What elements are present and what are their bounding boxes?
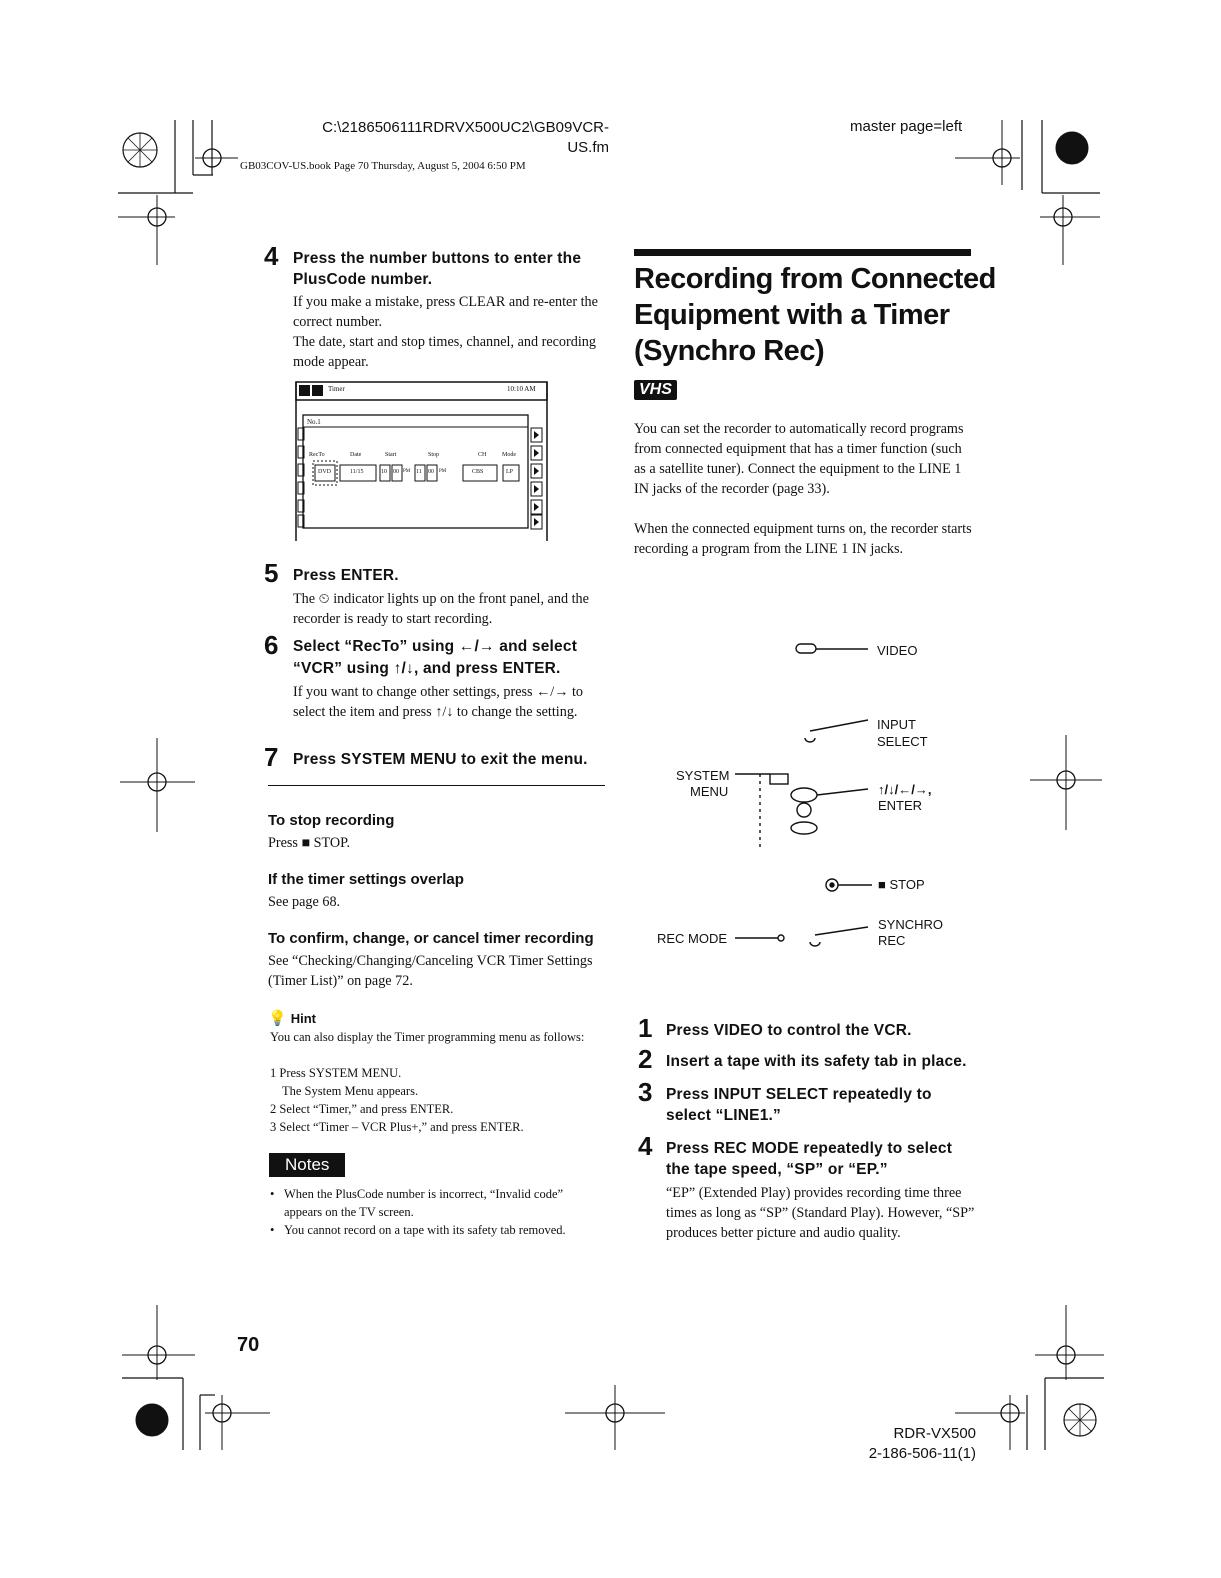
label-arrows: ↑/↓/←/→,	[878, 782, 932, 797]
osd-val-pm2: PM	[439, 469, 447, 474]
osd-number: No.1	[307, 418, 321, 426]
model-number: RDR-VX500	[893, 1425, 976, 1442]
overlap-body: See page 68.	[268, 894, 341, 910]
osd-col-start: Start	[385, 452, 397, 458]
section-title-line3: (Synchro Rec)	[634, 335, 825, 367]
step7-title: Press SYSTEM MENU to exit the menu.	[293, 751, 588, 768]
note-2-text: You cannot record on a tape with its safety tab removed.	[284, 1223, 566, 1237]
master-page: master page=left	[850, 118, 963, 135]
overlap-title: If the timer settings overlap	[268, 871, 464, 888]
label-enter: ENTER	[878, 798, 923, 813]
hint-title: Hint	[290, 1011, 316, 1026]
osd-col-date: Date	[350, 452, 362, 458]
step6-body: If you want to change other settings, press ←/→ to select the item and press ↑/↓ to change the setting.	[293, 684, 583, 720]
osd-col-stop: Stop	[428, 452, 440, 458]
timer-osd-screen	[295, 381, 548, 541]
rstep4-title: Press REC MODE repeatedly to select the tape speed, “SP” or “EP.”	[666, 1140, 953, 1178]
hint-step3: 3 Select “Timer – VCR Plus+,” and press ENTER.	[270, 1120, 524, 1134]
notes-label: Notes	[269, 1153, 345, 1177]
note-1-text: When the PlusCode number is incorrect, “Invalid code” appears on the TV screen.	[284, 1187, 564, 1219]
label-recmode: REC MODE	[657, 931, 728, 946]
osd-col-mode: Mode	[502, 452, 516, 458]
file-path-line2: US.fm	[567, 139, 609, 156]
hint-block	[268, 1009, 316, 1029]
osd-val-stop-h: 11	[416, 469, 422, 475]
step5-number: 5	[264, 558, 279, 588]
label-synchro-2: REC	[878, 933, 906, 948]
step4-body1: If you make a mistake, press CLEAR and re-enter the correct number.	[293, 294, 598, 330]
step5-title: Press ENTER.	[293, 567, 399, 584]
rstep1-title: Press VIDEO to control the VCR.	[666, 1022, 912, 1039]
step6-title-line2: “VCR” using ↑/↓, and press ENTER.	[293, 660, 561, 677]
osd-val-mode: LP	[506, 469, 514, 475]
vhs-badge: VHS	[634, 380, 677, 400]
hint-step1b: The System Menu appears.	[282, 1084, 419, 1098]
step5-body: The ⏲ indicator lights up on the front panel, and the recorder is ready to start recording.	[293, 591, 589, 627]
osd-val-date: 11/15	[350, 469, 364, 475]
section-title-line2: Equipment with a Timer	[634, 299, 950, 331]
label-system-2: MENU	[690, 784, 729, 799]
label-input-2: SELECT	[877, 734, 928, 749]
note-1: • When the PlusCode number is incorrect, “Invalid code” appears on the TV screen.	[270, 1185, 600, 1221]
label-stop: ■ STOP	[878, 877, 925, 892]
rstep3-title: Press INPUT SELECT repeatedly to select “LINE1.”	[666, 1086, 932, 1124]
osd-clock: 10:10 AM	[507, 385, 536, 393]
osd-val-start-m: 00	[393, 469, 399, 475]
page-number: 70	[237, 1334, 260, 1356]
osd-val-pm1: PM	[403, 469, 411, 474]
hint-step2: 2 Select “Timer,” and press ENTER.	[270, 1102, 454, 1116]
osd-timer-label: Timer	[328, 385, 345, 393]
label-synchro-1: SYNCHRO	[878, 917, 944, 932]
note-2: • You cannot record on a tape with its safety tab removed.	[270, 1221, 600, 1239]
osd-val-stop-m: 00	[428, 469, 434, 475]
stop-body: Press ■ STOP.	[268, 835, 351, 851]
osd-val-start-h: 10	[381, 469, 387, 475]
rstep3-number: 3	[638, 1077, 653, 1107]
intro-paragraph: You can set the recorder to automatically record programs from connected equipment that has a timer function (such as a satellite tuner). Connect the equipment to the LINE 1 IN jacks of the recorder (page 33).	[634, 421, 964, 497]
osd-col-ch: CH	[478, 452, 487, 458]
part-code: 2-186-506-11(1)	[868, 1445, 976, 1462]
file-path	[299, 118, 609, 158]
hint-intro: You can also display the Timer programming menu as follows:	[270, 1030, 585, 1044]
book-info: GB03COV-US.book Page 70 Thursday, August 5, 2004 6:50 PM	[240, 160, 526, 172]
label-input-1: INPUT	[877, 717, 916, 732]
file-path-line1: C:\2186506111RDRVX500UC2\GB09VCR-	[322, 119, 609, 136]
step6-number: 6	[264, 630, 279, 660]
osd-col-recto: RecTo	[309, 452, 325, 458]
step4-number: 4	[264, 241, 279, 271]
step4-body2: The date, start and stop times, channel, and recording mode appear.	[293, 334, 596, 370]
section-divider	[268, 785, 605, 786]
rstep4-number: 4	[638, 1131, 653, 1161]
step4-title: Press the number buttons to enter the PlusCode number.	[293, 250, 582, 288]
step6-title-line1: Select “RecTo” using ←/→ and select	[293, 638, 578, 655]
rstep4-body: “EP” (Extended Play) provides recording time three times as long as “SP” (Standard Play). However, “SP” produces better picture and audio quality.	[666, 1185, 975, 1241]
section-title-line1: Recording from Connected	[634, 263, 996, 295]
rstep2-title: Insert a tape with its safety tab in place.	[666, 1053, 967, 1070]
step7-number: 7	[264, 742, 279, 772]
confirm-body: See “Checking/Changing/Canceling VCR Timer Settings (Timer List)” on page 72.	[268, 953, 593, 989]
osd-val-dvd: DVD	[318, 469, 331, 475]
label-video: VIDEO	[877, 643, 918, 658]
hint-step1: 1 Press SYSTEM MENU.	[270, 1066, 402, 1080]
hint-icon: 💡	[268, 1009, 287, 1027]
stop-title: To stop recording	[268, 812, 395, 829]
osd-val-ch: CBS	[472, 469, 484, 475]
confirm-title: To confirm, change, or cancel timer recording	[268, 930, 594, 947]
title-rule	[634, 249, 971, 256]
rstep2-number: 2	[638, 1044, 653, 1074]
label-system-1: SYSTEM	[676, 768, 730, 783]
intro-paragraph-2: When the connected equipment turns on, the recorder starts recording a program from the LINE 1 IN jacks.	[634, 521, 972, 557]
rstep1-number: 1	[638, 1013, 653, 1043]
